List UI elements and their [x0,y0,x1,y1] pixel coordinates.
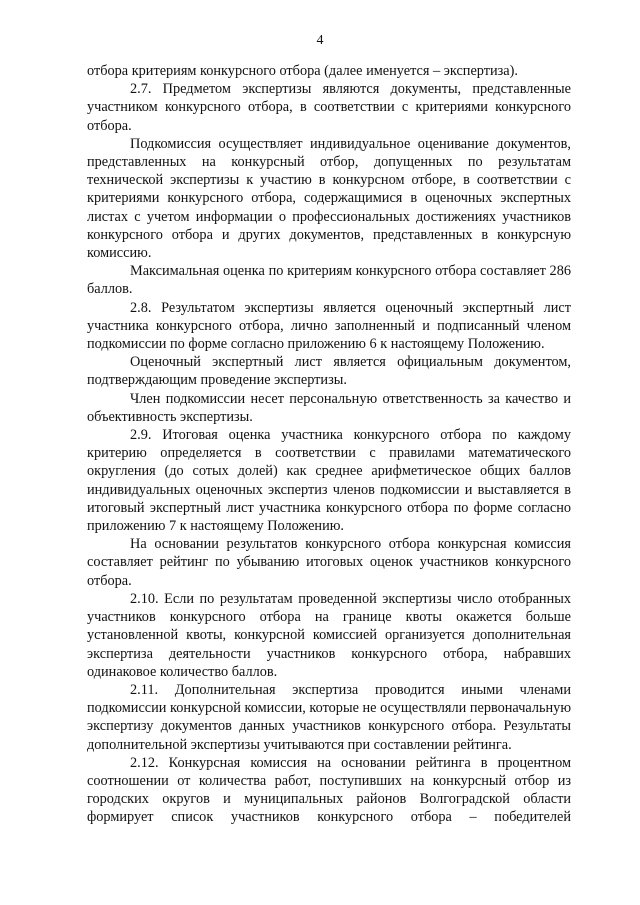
paragraph-2-7: 2.7. Предметом экспертизы являются документы, представленные участником конкурсного отбора, в соответствии с критериями конкурсного отбора. [87,81,571,134]
paragraph-2-8: 2.8. Результатом экспертизы является оценочный экспертный лист участника конкурсного отбора, лично заполненный и подписанный членом подкомиссии по форме согласно приложению 6 к настоящему Положению. [87,299,571,353]
paragraph-2-12: 2.12. Конкурсная комиссия на основании рейтинга в процентном соотношении от количества работ, поступивших на конкурсный отбор из городских округов и муниципальных районов Волгоградской области формирует список участников конкурсного отбора – победителей [87,754,571,826]
paragraph-member-responsibility: Член подкомиссии несет персональную ответственность за качество и объективность экспертизы. [87,390,571,425]
paragraph-2-11: 2.11. Дополнительная экспертиза проводится иными членами подкомиссии конкурсной комиссии, которые не осуществляли первоначальную экспертизу документов данных участников конкурсного отбора. Результаты дополнительной экспертизы учитываются при составлении рейтинга. [87,681,571,753]
paragraph-rating: На основании результатов конкурсного отбора конкурсная комиссия составляет рейтинг по убыванию итоговых оценок участников конкурсного отбора. [87,536,571,589]
paragraph-official-document: Оценочный экспертный лист является официальным документом, подтверждающим проведение экспертизы. [87,354,571,389]
paragraph-max-score: Максимальная оценка по критериям конкурсного отбора составляет 286 баллов. [87,263,571,298]
paragraph-continuation: отбора критериям конкурсного отбора (далее именуется – экспертиза). [87,63,518,79]
paragraph-2-10: 2.10. Если по результатам проведенной экспертизы число отобранных участников конкурсного отбора на границе квоты окажется больше установленной квоты, конкурсной комиссией организуется дополнительная экспертиза деятельности участников конкурсного отбора, набравших одинаковое количество баллов. [87,590,571,680]
paragraph-subcommission-evaluation: Подкомиссия осуществляет индивидуальное оценивание документов, представленных на конкурсный отбор, допущенных по результатам технической экспертизы к участию в конкурсном отборе, в соответствии с критериями конкурсного отбора, содержащимися в оценочных экспертных листах с учетом информации о профессиональных достижениях участников конкурсного отбора и других документов, представленных в конкурсную комиссию. [87,135,571,262]
document-body [87,62,571,827]
page-number: 4 [316,33,324,48]
paragraph-2-9: 2.9. Итоговая оценка участника конкурсного отбора по каждому критерию определяется в соответствии с правилами математического округления (до сотых долей) как среднее арифметическое общих баллов индивидуальных оценочных экспертиз членов подкомиссии и выставляется в итоговый экспертный лист участника конкурсного отбора по форме согласно приложению 7 к настоящему Положению. [87,427,571,535]
